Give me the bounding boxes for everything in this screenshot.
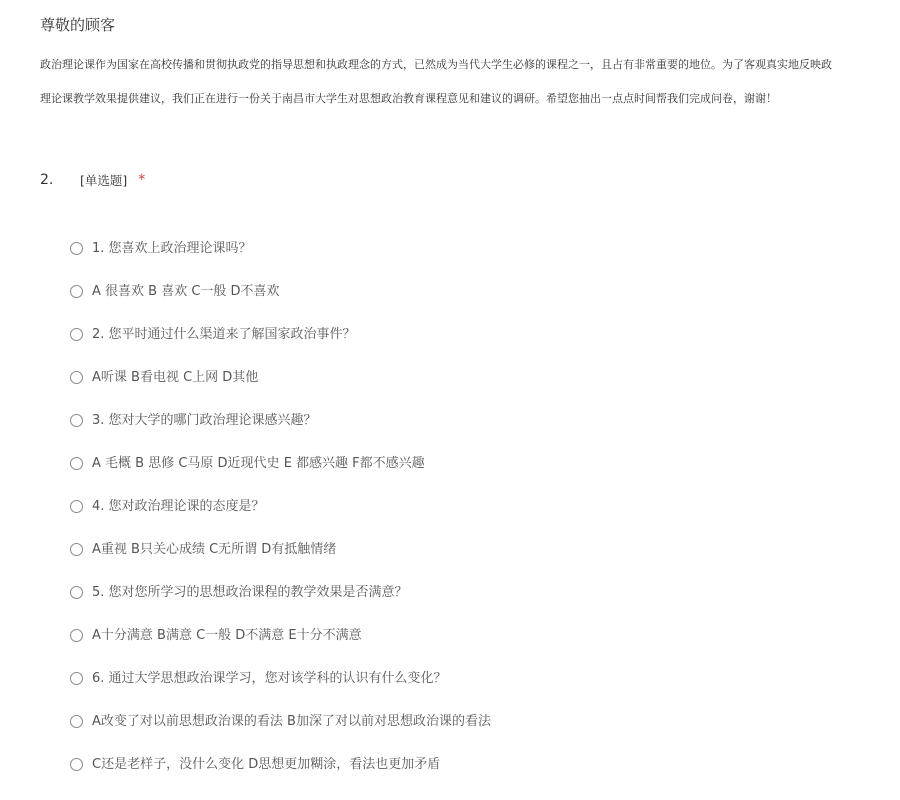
option-label[interactable]: A重视 B只关心成绩 C无所谓 D有抵触情绪 <box>92 542 337 557</box>
radio-option[interactable] <box>70 454 870 497</box>
radio-option[interactable] <box>70 540 870 583</box>
radio-option[interactable] <box>70 325 870 368</box>
question-header <box>40 170 145 190</box>
radio-button[interactable] <box>70 500 83 513</box>
radio-button[interactable] <box>70 715 83 728</box>
radio-button[interactable] <box>70 328 83 341</box>
radio-button[interactable] <box>70 242 83 255</box>
option-label[interactable]: 2. 您平时通过什么渠道来了解国家政治事件？ <box>92 327 356 342</box>
radio-button[interactable] <box>70 586 83 599</box>
radio-option[interactable] <box>70 239 870 282</box>
radio-option[interactable] <box>70 712 870 755</box>
radio-button[interactable] <box>70 285 83 298</box>
option-label[interactable]: 5. 您对您所学习的思想政治课程的教学效果是否满意？ <box>92 585 408 600</box>
greeting-title: 尊敬的顾客 <box>40 16 116 34</box>
question-type-label: [单选题] <box>80 173 128 188</box>
radio-option[interactable] <box>70 755 870 798</box>
radio-option[interactable] <box>70 497 870 540</box>
option-label[interactable]: 1. 您喜欢上政治理论课吗？ <box>92 241 252 256</box>
radio-button[interactable] <box>70 758 83 771</box>
option-label[interactable]: C还是老样子，没什么变化 D思想更加糊涂，看法也更加矛盾 <box>92 757 441 772</box>
intro-text-line-1: 政治理论课作为国家在高校传播和贯彻执政党的指导思想和执政理念的方式，已然成为当代大学生必修的课程之一，且占有非常重要的地位。为了客观真实地反映政 <box>40 58 832 71</box>
radio-option[interactable] <box>70 669 870 712</box>
radio-button[interactable] <box>70 457 83 470</box>
option-label[interactable]: A 毛概 B 思修 C马原 D近现代史 E 都感兴趣 F都不感兴趣 <box>92 456 425 471</box>
radio-button[interactable] <box>70 672 83 685</box>
radio-option[interactable] <box>70 411 870 454</box>
radio-option[interactable] <box>70 368 870 411</box>
radio-option[interactable] <box>70 626 870 669</box>
required-mark: * <box>138 172 146 188</box>
option-label[interactable]: A改变了对以前思想政治课的看法 B加深了对以前对思想政治课的看法 <box>92 714 491 729</box>
option-label[interactable]: 4. 您对政治理论课的态度是？ <box>92 499 265 514</box>
intro-text-line-2: 理论课教学效果提供建议，我们正在进行一份关于南昌市大学生对思想政治教育课程意见和建议的调研。希望您抽出一点点时间帮我们完成问卷，谢谢！ <box>40 92 777 105</box>
option-label[interactable]: 3. 您对大学的哪门政治理论课感兴趣？ <box>92 413 317 428</box>
radio-button[interactable] <box>70 371 83 384</box>
question-number: 2. <box>40 172 54 188</box>
option-label[interactable]: A 很喜欢 B 喜欢 C一般 D不喜欢 <box>92 284 280 299</box>
radio-option[interactable] <box>70 282 870 325</box>
radio-button[interactable] <box>70 414 83 427</box>
option-label[interactable]: A听课 B看电视 C上网 D其他 <box>92 370 259 385</box>
radio-button[interactable] <box>70 543 83 556</box>
option-label[interactable]: A十分满意 B满意 C一般 D不满意 E十分不满意 <box>92 628 362 643</box>
option-label[interactable]: 6. 通过大学思想政治课学习，您对该学科的认识有什么变化？ <box>92 671 447 686</box>
option-list <box>70 239 870 798</box>
radio-option[interactable] <box>70 583 870 626</box>
radio-button[interactable] <box>70 629 83 642</box>
